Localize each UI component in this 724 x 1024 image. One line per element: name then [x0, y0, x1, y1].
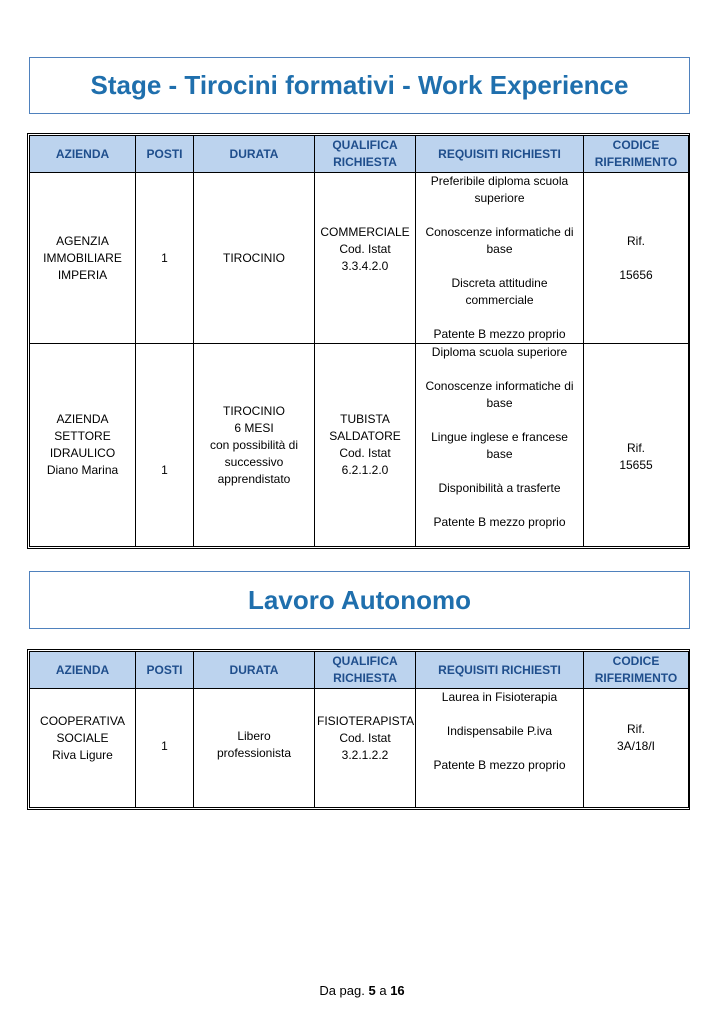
cell-codice: Rif. 3A/18/I — [584, 689, 689, 808]
cell-posti: 1 — [136, 689, 194, 808]
table-lavoro-autonomo — [27, 649, 690, 810]
section-title-stage — [29, 57, 690, 114]
cell-durata: Libero professionista — [194, 689, 315, 808]
cell-requisiti: Laurea in Fisioterapia Indispensabile P.iva Patente B mezzo proprio — [416, 689, 584, 808]
cell-azienda: COOPERATIVA SOCIALE Riva Ligure — [30, 689, 136, 808]
cell-posti: 1 — [136, 173, 194, 344]
footer-sep: a — [379, 983, 387, 998]
header-qualifica: QUALIFICA RICHIESTA — [315, 136, 416, 173]
cell-qualifica: COMMERCIALE Cod. Istat 3.3.4.2.0 — [315, 173, 416, 344]
table-header-row — [30, 136, 689, 173]
cell-requisiti: Preferibile diploma scuola superiore Conoscenze informatiche di base Discreta attitudine commerciale Patente B mezzo proprio — [416, 173, 584, 344]
header-durata: DURATA — [194, 136, 315, 173]
table-stage — [27, 133, 690, 549]
section-title-text: Stage - Tirocini formativi - Work Experience — [90, 70, 629, 100]
table-row — [30, 689, 689, 808]
header-codice: CODICE RIFERIMENTO — [584, 652, 689, 689]
table-row — [30, 344, 689, 547]
cell-requisiti: Diploma scuola superiore Conoscenze informatiche di base Lingue inglese e francese base Disponibilità a trasferte Patente B mezzo proprio — [416, 344, 584, 547]
header-azienda: AZIENDA — [30, 136, 136, 173]
cell-durata: TIROCINIO — [194, 173, 315, 344]
header-codice: CODICE RIFERIMENTO — [584, 136, 689, 173]
footer-prefix: Da pag. — [319, 983, 365, 998]
table-row — [30, 173, 689, 344]
cell-azienda: AGENZIA IMMOBILIARE IMPERIA — [30, 173, 136, 344]
cell-azienda: AZIENDA SETTORE IDRAULICO Diano Marina — [30, 344, 136, 547]
header-qualifica: QUALIFICA RICHIESTA — [315, 652, 416, 689]
header-posti: POSTI — [136, 652, 194, 689]
page-footer — [0, 983, 724, 998]
footer-total: 16 — [390, 983, 405, 998]
footer-page: 5 — [368, 983, 376, 998]
cell-qualifica: TUBISTA SALDATORE Cod. Istat 6.2.1.2.0 — [315, 344, 416, 547]
cell-qualifica: FISIOTERAPISTA Cod. Istat 3.2.1.2.2 — [315, 689, 416, 808]
cell-codice: Rif. 15656 — [584, 173, 689, 344]
header-posti: POSTI — [136, 136, 194, 173]
header-azienda: AZIENDA — [30, 652, 136, 689]
header-requisiti: REQUISITI RICHIESTI — [416, 652, 584, 689]
section-title-text: Lavoro Autonomo — [248, 584, 471, 615]
table-header-row — [30, 652, 689, 689]
section-title-lavoro-autonomo — [29, 571, 690, 629]
cell-posti: 1 — [136, 344, 194, 547]
cell-durata: TIROCINIO 6 MESI con possibilità di successivo apprendistato — [194, 344, 315, 547]
header-durata: DURATA — [194, 652, 315, 689]
cell-codice: Rif. 15655 — [584, 344, 689, 547]
header-requisiti: REQUISITI RICHIESTI — [416, 136, 584, 173]
